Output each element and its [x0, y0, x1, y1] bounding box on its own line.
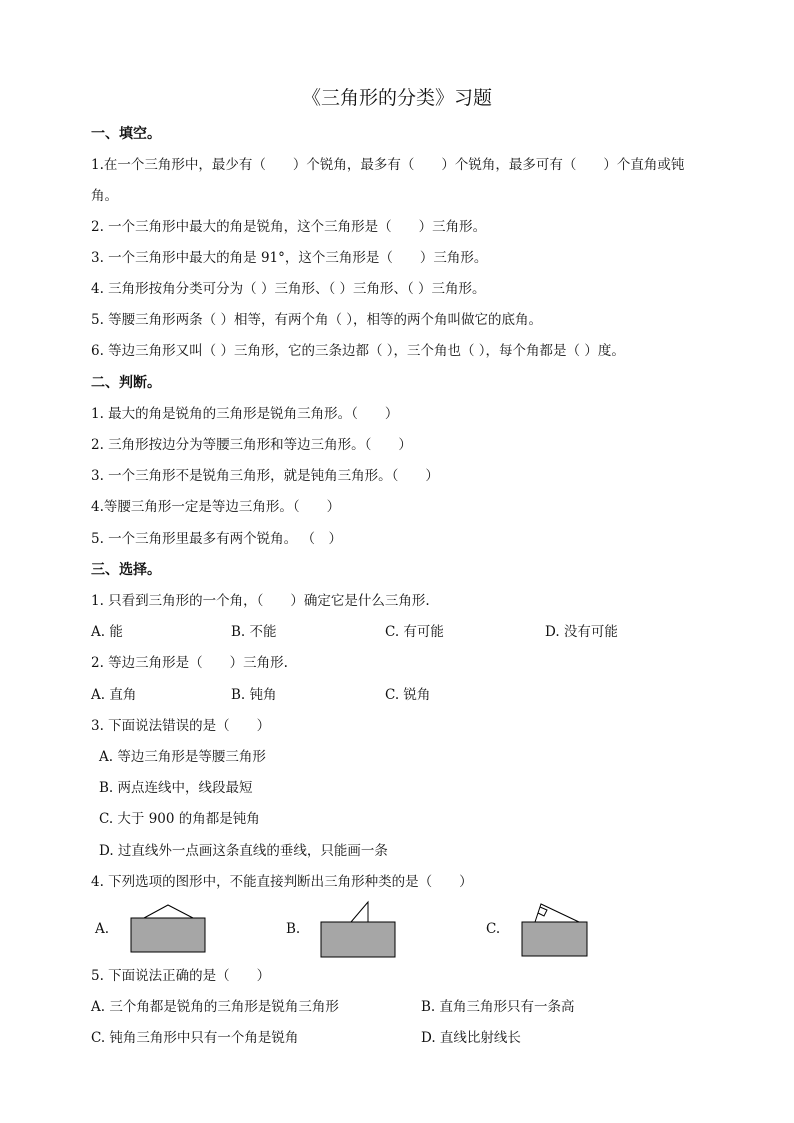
choice-q3-option-a: A. 等边三角形是等腰三角形 [99, 749, 266, 765]
fill-q4: 4. 三角形按角分类可分为（ ）三角形、（ ）三角形、（ ）三角形。 [91, 281, 486, 297]
choice-q4-option-c-label: C. [486, 921, 501, 937]
choice-q5-option-c: C. 钝角三角形中只有一个角是锐角 [91, 1030, 299, 1046]
fill-q2: 2. 一个三角形中最大的角是锐角，这个三角形是（ ）三角形。 [91, 219, 487, 235]
section-heading-judge: 二、判断。 [91, 375, 161, 391]
fill-q1-line2: 角。 [91, 188, 118, 204]
fill-q1-line1: 1.在一个三角形中，最少有（ ）个锐角，最多有（ ）个锐角，最多可有（ ）个直角或钝 [91, 157, 685, 173]
choice-q2-option-a: A. 直角 [91, 687, 137, 703]
choice-q2: 2. 等边三角形是（ ）三角形. [91, 655, 288, 671]
figure-option-a [128, 903, 208, 955]
section-heading-fill-blank: 一、填空。 [91, 126, 161, 142]
choice-q1-option-a: A. 能 [91, 624, 123, 640]
judge-q2: 2. 三角形按边分为等腰三角形和等边三角形。（ ） [91, 437, 412, 453]
choice-q1: 1. 只看到三角形的一个角，（ ）确定它是什么三角形. [91, 593, 430, 609]
figure-option-c [519, 898, 591, 960]
fill-q5: 5. 等腰三角形两条（ ）相等，有两个角（ ），相等的两个角叫做它的底角。 [91, 312, 543, 328]
choice-q3: 3. 下面说法错误的是（ ） [91, 718, 271, 734]
choice-q2-option-c: C. 锐角 [385, 687, 431, 703]
page-title: 《三角形的分类》习题 [301, 87, 492, 109]
choice-q3-option-d: D. 过直线外一点画这条直线的垂线，只能画一条 [99, 843, 388, 859]
choice-q4-option-b-label: B. [286, 921, 301, 937]
figure-option-b [318, 898, 400, 960]
judge-q5: 5. 一个三角形里最多有两个锐角。 （ ） [91, 531, 342, 547]
judge-q1: 1. 最大的角是锐角的三角形是锐角三角形。（ ） [91, 406, 399, 422]
choice-q5-option-d: D. 直线比射线长 [421, 1030, 521, 1046]
choice-q1-option-c: C. 有可能 [385, 624, 444, 640]
choice-q5-option-a: A. 三个角都是锐角的三角形是锐角三角形 [91, 999, 339, 1015]
choice-q5: 5. 下面说法正确的是（ ） [91, 968, 271, 984]
choice-q1-option-d: D. 没有可能 [545, 624, 618, 640]
choice-q1-option-b: B. 不能 [231, 624, 277, 640]
choice-q3-option-c: C. 大于 900 的角都是钝角 [99, 811, 260, 827]
choice-q3-option-b: B. 两点连线中，线段最短 [99, 780, 253, 796]
choice-q2-option-b: B. 钝角 [231, 687, 277, 703]
choice-q4: 4. 下列选项的图形中，不能直接判断出三角形种类的是（ ） [91, 874, 473, 890]
choice-q4-option-a-label: A. [95, 921, 110, 937]
judge-q3: 3. 一个三角形不是锐角三角形，就是钝角三角形。（ ） [91, 468, 439, 484]
choice-q5-option-b: B. 直角三角形只有一条高 [421, 999, 575, 1015]
judge-q4: 4.等腰三角形一定是等边三角形。（ ） [91, 499, 341, 515]
section-heading-choice: 三、选择。 [91, 562, 161, 578]
fill-q6: 6. 等边三角形又叫（ ）三角形，它的三条边都（ ），三个角也（ ），每个角都是（ ）度。 [91, 343, 625, 359]
fill-q3: 3. 一个三角形中最大的角是 91°，这个三角形是（ ）三角形。 [91, 250, 488, 266]
